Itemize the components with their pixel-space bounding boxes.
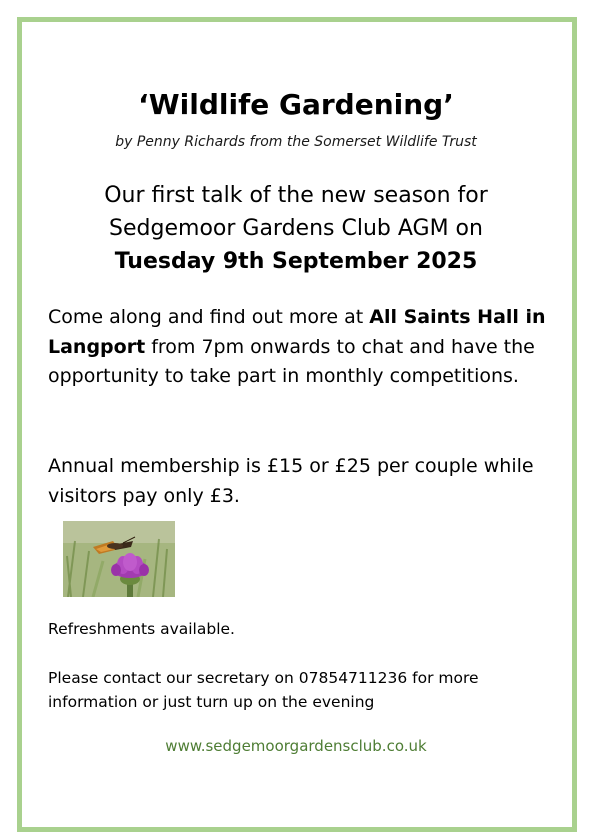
venue-paragraph-end: from 7pm onwards to chat and have the opportunity to take part in monthly competitions. xyxy=(48,335,535,387)
refreshments-note: Refreshments available. xyxy=(48,620,235,638)
membership-paragraph: Annual membership is £15 or £25 per couple while visitors pay only £3. xyxy=(48,455,534,507)
venue-paragraph xyxy=(48,303,548,392)
butterfly-photo xyxy=(63,521,175,597)
intro-line-1: Our first talk of the new season for xyxy=(104,183,488,208)
speaker-byline: by Penny Richards from the Somerset Wildlife Trust xyxy=(115,134,477,150)
event-date: Tuesday 9th September 2025 xyxy=(114,249,478,274)
website-link[interactable]: www.sedgemoorgardensclub.co.uk xyxy=(165,737,427,755)
poster-title: ‘Wildlife Gardening’ xyxy=(138,88,454,121)
intro-block xyxy=(0,179,592,278)
butterfly-on-thistle-image xyxy=(63,521,175,597)
intro-line-2: Sedgemoor Gardens Club AGM on xyxy=(109,216,483,241)
venue-name: All Saints Hall in Langport xyxy=(48,306,546,358)
venue-paragraph-start: Come along and find out more at xyxy=(48,306,370,328)
contact-note: Please contact our secretary on 07854711236 for more information or just turn up on the evening xyxy=(48,669,479,711)
